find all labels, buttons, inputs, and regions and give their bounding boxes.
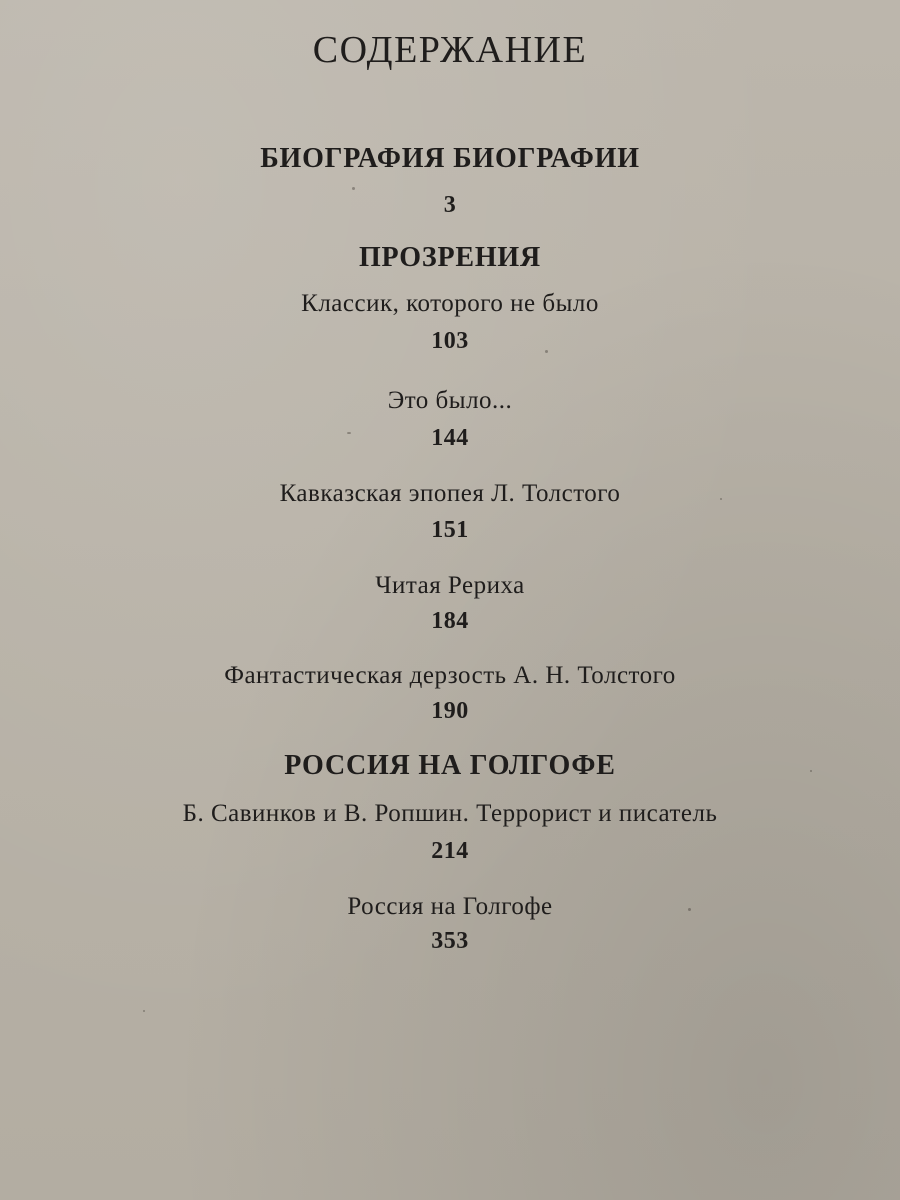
toc-entry-title: Кавказская эпопея Л. Толстого	[279, 480, 621, 507]
toc-entry-page: 214	[431, 838, 469, 864]
toc-entry-title: Фантастическая дерзость А. Н. Толстого	[224, 662, 676, 689]
toc-entry-page: 184	[431, 608, 469, 634]
paper-speck	[810, 770, 812, 772]
section-heading-golgotha: РОССИЯ НА ГОЛГОФЕ	[284, 750, 616, 781]
toc-entry-title: Б. Савинков и В. Ропшин. Террорист и писатель	[182, 800, 718, 827]
toc-entry-title: Это было...	[387, 387, 513, 414]
section-page-number: 3	[443, 192, 457, 218]
toc-entry-title: Россия на Голгофе	[347, 893, 553, 920]
section-heading-biography: БИОГРАФИЯ БИОГРАФИИ	[260, 143, 640, 174]
toc-entry-page: 353	[431, 928, 469, 954]
toc-entry-title: Классик, которого не было	[301, 290, 599, 317]
paper-speck	[545, 350, 548, 353]
contents-title: СОДЕРЖАНИЕ	[312, 29, 588, 71]
paper-speck	[143, 1010, 145, 1012]
paper-speck	[688, 908, 691, 911]
toc-entry-page: 190	[431, 698, 469, 724]
toc-entry-title: Читая Рериха	[375, 572, 525, 599]
section-heading-insights: ПРОЗРЕНИЯ	[358, 242, 542, 273]
paper-speck	[720, 498, 722, 500]
paper-speck	[352, 187, 355, 190]
paper-speck	[347, 432, 351, 434]
toc-entry-page: 103	[431, 328, 469, 354]
toc-entry-page: 151	[431, 517, 469, 543]
toc-entry-page: 144	[431, 425, 469, 451]
